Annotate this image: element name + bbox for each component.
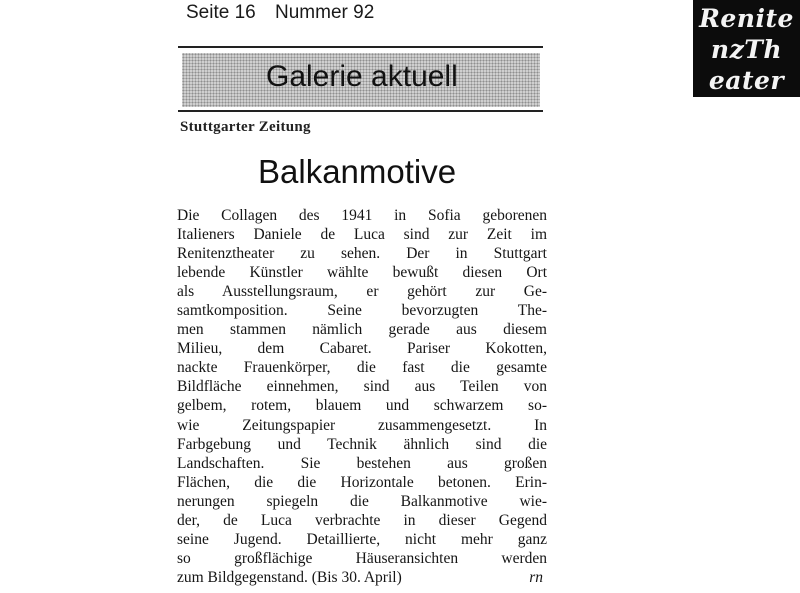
page-header bbox=[186, 2, 374, 24]
article-line: Bildfläche einnehmen, sind aus Teilen von bbox=[177, 378, 547, 396]
article-line: lebende Künstler wählte bewußt diesen Ort bbox=[177, 264, 547, 282]
article-line: Die Collagen des 1941 in Sofia geborenen bbox=[177, 207, 547, 224]
article-line: nackte Frauenkörper, die fast die gesamte bbox=[177, 359, 547, 377]
article-line: zum Bildgegenstand. (Bis 30. April) rn bbox=[177, 568, 543, 586]
top-rule bbox=[178, 46, 543, 48]
article-line: samtkomposition. Seine bevorzugten The- bbox=[177, 302, 547, 320]
article-line: gelbem, rotem, blauem und schwarzem so- bbox=[177, 397, 547, 415]
article-headline: Balkanmotive bbox=[258, 153, 457, 190]
article-line: Milieu, dem Cabaret. Pariser Kokotten, bbox=[177, 340, 547, 358]
section-title: Galerie aktuell bbox=[266, 60, 458, 93]
article-line: Renitenztheater zu sehen. Der in Stuttgart bbox=[177, 245, 547, 263]
publication-name: Stuttgarter Zeitung bbox=[180, 119, 311, 135]
article-line: wie Zeitungspapier zusammengesetzt. In bbox=[177, 416, 547, 434]
article-line: Italieners Daniele de Luca sind zur Zeit im bbox=[177, 226, 547, 244]
section-banner bbox=[182, 53, 540, 107]
logo-line: nzTh bbox=[710, 35, 783, 64]
article-body bbox=[177, 206, 547, 587]
bottom-rule bbox=[178, 110, 543, 112]
logo-line: Renite bbox=[699, 4, 794, 33]
article-line: nerungen spiegeln die Balkanmotive wie- bbox=[177, 492, 547, 510]
article-line: men stammen nämlich gerade aus diesem bbox=[177, 321, 547, 339]
newspaper-clipping bbox=[170, 0, 550, 593]
article-line: als Ausstellungsraum, er gehört zur Ge- bbox=[177, 283, 547, 301]
renitenztheater-logo bbox=[693, 0, 800, 97]
article-line: seine Jugend. Detaillierte, nicht mehr ganz bbox=[177, 530, 547, 548]
article-line: so großflächige Häuseransichten werden bbox=[177, 549, 547, 567]
article-line: Landschaften. Sie bestehen aus großen bbox=[177, 454, 547, 472]
author-initials: rn bbox=[529, 568, 543, 586]
article-line: Farbgebung und Technik ähnlich sind die bbox=[177, 435, 547, 453]
article-line: Flächen, die die Horizontale betonen. Erin- bbox=[177, 473, 547, 491]
article-line: der, de Luca verbrachte in dieser Gegend bbox=[177, 511, 547, 529]
page-number: Seite 16 bbox=[186, 2, 256, 23]
logo-line: eater bbox=[708, 66, 785, 95]
issue-number: Nummer 92 bbox=[275, 2, 375, 23]
